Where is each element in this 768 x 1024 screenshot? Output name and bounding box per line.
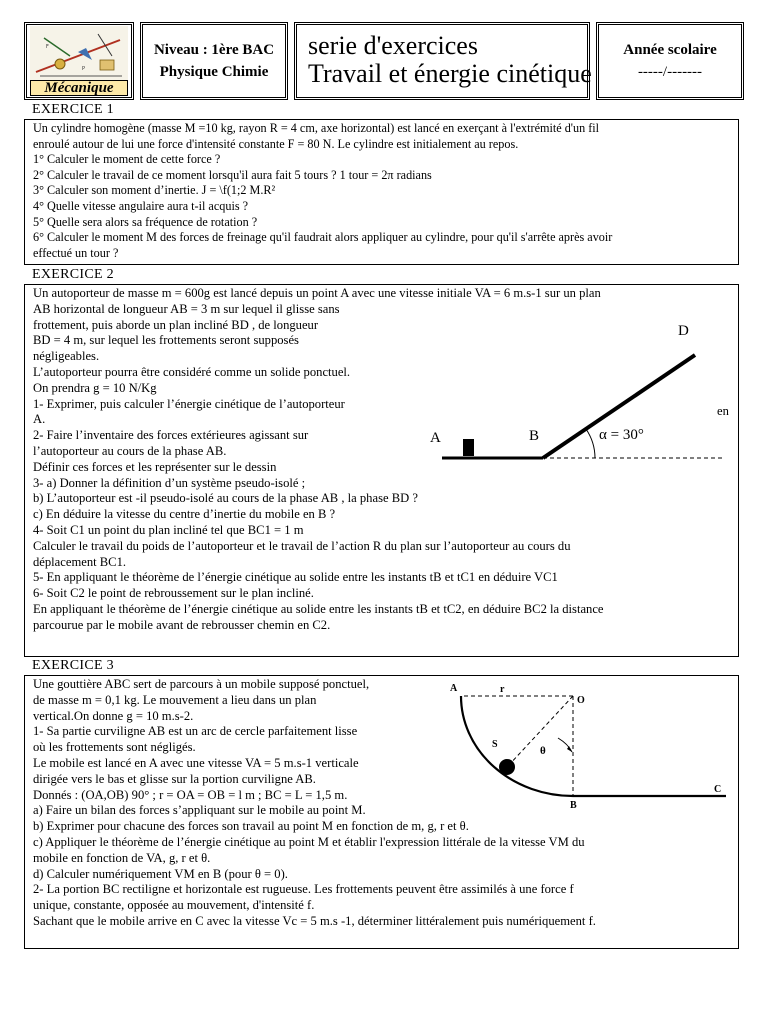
ex1-title: EXERCICE 1 bbox=[32, 102, 114, 117]
fig-label-d: D bbox=[678, 323, 689, 339]
ex3-line: Sachant que le mobile arrive en C avec la vitesse Vc = 5 m.s -1, déterminer littéralement puis numériquement f. bbox=[33, 913, 596, 928]
ex2-line: déplacement BC1. bbox=[33, 554, 127, 569]
header-level-box bbox=[140, 22, 288, 100]
ex1-line: 1° Calculer le moment de cette force ? bbox=[33, 152, 221, 167]
ex3-line: Une gouttière ABC sert de parcours à un mobile supposé ponctuel, bbox=[33, 677, 370, 691]
ex1-line: effectué un tour ? bbox=[33, 245, 119, 260]
fig3-label-c: C bbox=[714, 784, 722, 795]
ex3-line: 2- La portion BC rectiligne et horizontale est rugueuse. Les frottements peuvent être assimilés à une force f bbox=[33, 882, 574, 897]
ex1-line: enroulé autour de lui une force d'intensité constante F = 80 N. Le cylindre est initialement au repos. bbox=[33, 136, 519, 151]
logo-image bbox=[30, 26, 128, 82]
ex3-line: dirigée vers le bas et glisse sur la portion curviligne AB. bbox=[33, 771, 316, 786]
ex2-line: frottement, puis aborde un plan incliné BD , de longueur bbox=[33, 317, 319, 332]
mobile-ball bbox=[499, 759, 515, 775]
fig-label-b: B bbox=[529, 428, 540, 444]
ex2-title: EXERCICE 2 bbox=[32, 267, 114, 282]
ex2-line: A. bbox=[33, 412, 46, 427]
ex3-line: 1- Sa partie curviligne AB est un arc de cercle parfaitement lisse bbox=[33, 724, 358, 739]
year-value: -----/------- bbox=[637, 64, 703, 80]
ex3-line: où les frottements sont négligés. bbox=[33, 740, 196, 755]
ex2-line: c) En déduire la vitesse du centre d’inertie du mobile en B ? bbox=[33, 507, 336, 522]
level-text-1: Niveau : 1ère BAC bbox=[153, 42, 275, 58]
ex2-line: Définir ces forces et les représenter sur le dessin bbox=[33, 459, 277, 474]
ex3-line: c) Appliquer le théorème de l’énergie cinétique au point M et établir l'expression littérale de la vitesse VM du bbox=[33, 834, 585, 849]
level-line2: Physique Chimie bbox=[159, 64, 269, 80]
title-line2: Travail et énergie cinétique bbox=[308, 59, 592, 88]
ex2-line: négligeables. bbox=[33, 349, 100, 364]
ex2-line: En appliquant le théorème de l’énergie cinétique au solide entre les instants tB et tC2, en déduire BC2 la distance bbox=[33, 601, 604, 616]
ex3-line: unique, constante, opposée au mouvement, d'intensité f. bbox=[33, 898, 315, 913]
header-year-box bbox=[596, 22, 744, 100]
fig3-label-b: B bbox=[570, 800, 577, 808]
ex2-line: On prendra g = 10 N/Kg bbox=[33, 380, 157, 395]
ex2-line: AB horizontal de longueur AB = 3 m sur lequel il glisse sans bbox=[33, 301, 340, 316]
angle-arc bbox=[586, 429, 595, 458]
ex1-line: 4° Quelle vitesse angulaire aura t-il acquis ? bbox=[33, 198, 249, 213]
ex3-line: Donnés : (OA,OB) 90° ; r = OA = OB = l m ; BC = L = 1,5 m. bbox=[33, 787, 348, 802]
svg-text:F: F bbox=[46, 44, 49, 50]
logo-banner bbox=[30, 80, 128, 96]
arc-ab bbox=[461, 696, 573, 796]
ex1-text bbox=[33, 121, 612, 261]
ex2-line: 3- a) Donner la définition d’un système pseudo-isolé ; bbox=[33, 475, 306, 490]
ex3-line: vertical.On donne g = 10 m.s-2. bbox=[33, 708, 194, 723]
title-line1: serie d'exercices bbox=[308, 31, 478, 60]
fig-label-a: A bbox=[430, 430, 441, 446]
fig3-label-r: r bbox=[500, 684, 505, 695]
ex2-line: 5- En appliquant le théorème de l’énergie cinétique au solide entre les instants tB et tC1 en déduire VC1 bbox=[33, 570, 558, 585]
ex2-line: 4- Soit C1 un point du plan incliné tel que BC1 = 1 m bbox=[33, 522, 304, 537]
ex2-line: BD = 4 m, sur lequel les frottements seront supposés bbox=[33, 333, 299, 348]
fig3-label-o: O bbox=[577, 695, 585, 706]
ex3-line: b) Exprimer pour chacune des forces son travail au point M en fonction de m, g, r et θ. bbox=[33, 819, 469, 834]
ex3-line: mobile en fonction de VA, g, r et θ. bbox=[33, 850, 211, 865]
ex2-en-word: en bbox=[717, 404, 729, 418]
ex2-line: 1- Exprimer, puis calculer l’énergie cinétique de l’autoporteur bbox=[33, 396, 345, 411]
ex3-line: Le mobile est lancé en A avec une vitesse VA = 5 m.s-1 verticale bbox=[33, 755, 359, 770]
theta-arrowhead bbox=[567, 746, 572, 752]
ex2-line: Calculer le travail du poids de l’autoporteur et le travail de l’action R du plan sur l’autoporteur au cours du bbox=[33, 538, 571, 553]
ex2-line: parcourue par le mobile avant de rebrousser chemin en C2. bbox=[33, 617, 331, 632]
ex2-figure bbox=[425, 318, 725, 468]
ex1-line: Un cylindre homogène (masse M =10 kg, rayon R = 4 cm, axe horizontal) est lancé en exerçant à l'extrémité d'un fil bbox=[33, 121, 600, 135]
fig3-label-theta: θ bbox=[540, 745, 546, 757]
ex1-line: 6° Calculer le moment M des forces de freinage qu'il faudrait alors appliquer au cylindre, pour qu'il s'arrête après avoir bbox=[33, 230, 613, 245]
level-line1 bbox=[140, 42, 288, 59]
year-label: Année scolaire bbox=[623, 42, 717, 58]
ex2-line: l’autoporteur au cours de la phase AB. bbox=[33, 443, 227, 458]
ex3-title: EXERCICE 3 bbox=[32, 658, 114, 673]
ex3-line: d) Calculer numériquement VM en B (pour θ = 0). bbox=[33, 866, 288, 881]
ex2-line: 6- Soit C2 le point de rebroussement sur le plan incliné. bbox=[33, 586, 314, 601]
ex2-line: b) L’autoporteur est -il pseudo-isolé au cours de la phase AB , la phase BD ? bbox=[33, 491, 418, 506]
ex1-line: 2° Calculer le travail de ce moment lorsqu'il aura fait 5 tours ? 1 tour = 2π radians bbox=[33, 167, 432, 182]
fig-label-alpha: α = 30° bbox=[599, 427, 644, 443]
svg-text:P: P bbox=[82, 66, 86, 72]
fig3-label-a: A bbox=[450, 683, 458, 694]
ex1-line: 3° Calculer son moment d’inertie. J = \f(1;2 M.R² bbox=[33, 183, 276, 198]
fig3-label-s: S bbox=[492, 739, 498, 750]
ex2-line: L’autoporteur pourra être considéré comme un solide ponctuel. bbox=[33, 364, 351, 379]
ex3-line: de masse m = 0,1 kg. Le mouvement a lieu dans un plan bbox=[33, 692, 317, 707]
ex3-line: a) Faire un bilan des forces s’appliquant sur le mobile au point M. bbox=[33, 803, 366, 818]
ex2-line: 2- Faire l’inventaire des forces extérieures agissant sur bbox=[33, 428, 309, 443]
autoporteur-block bbox=[463, 439, 474, 456]
logo-label: Mécanique bbox=[44, 80, 114, 96]
ex2-line: Un autoporteur de masse m = 600g est lancé depuis un point A avec une vitesse initiale VA = 6 m.s-1 sur un plan bbox=[33, 286, 601, 300]
ex3-figure bbox=[446, 678, 736, 808]
ex1-line: 5° Quelle sera alors sa fréquence de rotation ? bbox=[33, 214, 258, 229]
